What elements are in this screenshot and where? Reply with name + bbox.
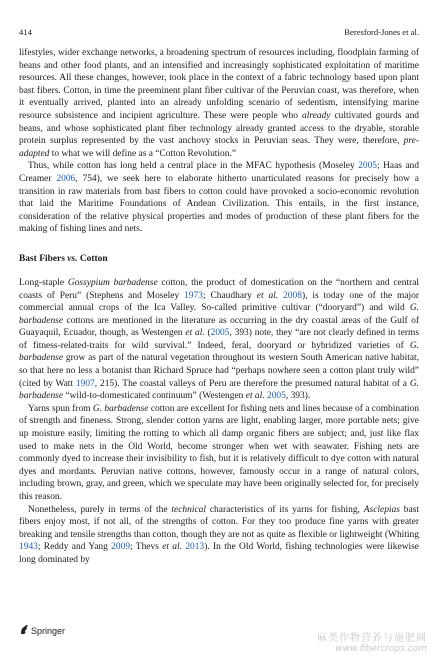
citation-link[interactable]: 2013 xyxy=(185,542,205,553)
paragraph: Yarns spun from G. barbadense cotton are excellent for fishing nets and lines because of a combination of strength and fineness. Strong, slender cotton yarns are light, enabling larger, more portable nets; give up moisture easily, limiting the rotting to which all damp organic fibers are subject; and, just like flax used to make nets in the Old World, become stronger when wet with seawater. Fishing nets are commonly dyed to increase their invisibility to fish, but it is relatively difficult to dye cotton with natural dyes and mordants. Peruvian native cottons, however, famously occur in a range of natural colors, including brown, gray, and green, which we speculate may have been originally selected for, for precisely this reason. xyxy=(19,403,419,502)
springer-horse-icon xyxy=(19,624,29,637)
citation-link[interactable]: 2005 xyxy=(210,328,230,339)
section-heading: Bast Fibers vs. Cotton xyxy=(19,253,108,264)
citation-link[interactable]: 1907 xyxy=(75,378,95,389)
citation-link[interactable]: 2005 xyxy=(358,161,378,172)
citation-link[interactable]: 2009 xyxy=(111,542,131,553)
citation-link[interactable]: 1943 xyxy=(19,542,38,553)
running-head-authors: Beresford-Jones et al. xyxy=(344,27,419,37)
paragraph: lifestyles, wider exchange networks, a broadening spectrum of resources including, floodplain farming of beans and other food plants, and an intensified and increasingly sophisticated exploitation of maritime resources. All these changes, however, took place in the context of a fabric technology based upon plant bast fibers. Cotton, in time the preeminent plant fiber cultivar of the Peruvian coast, was therefore, when it eventually arrived, planted into an already unfolding scenario of sedentism, intensifying marine resource subsistence and incipient agriculture. These were people who already cultivated gourds and beans, and whose sophisticated plant fiber technology already granted access to the dryable, storable protein surplus represented by the vast anchovy stocks in Peruvian seas. They were, therefore, pre-adapted to what we will define as a “Cotton Revolution.” xyxy=(19,48,420,159)
citation-link[interactable]: 2008 xyxy=(283,290,302,301)
article-body xyxy=(19,47,419,567)
citation-link[interactable]: 1973 xyxy=(184,290,203,301)
page-number: 414 xyxy=(19,27,32,37)
paragraph: Long-staple Gossypium barbadense cotton, the product of domestication on the “northern and central coasts of Peru” (Stephens and Moseley 1973; Chaudhary et al. 2008), is today one of the major commercial annual crops of the Ica Valley. So-called primitive cultivar (“dooryard”) and wild G. barbadense cottons are mentioned in the literature as occurring in the dry coastal areas of the Gulf of Guayaquil, Ecuador, though, as Westengen et al. (2005, 393) note, they “are not clearly defined in terms of fitness-related-traits for wild survival.” Indeed, feral, dooryard or hybridized varieties of G. barbadense grow as part of the natural vegetation throughout its western South American native habitat, so that here no less a botanist than Richard Spruce had “perhaps nowhere seen a cotton plant truly wild” (cited by Watt 1907, 215). The coastal valleys of Peru are therefore the presumed natural habitat of a G. barbadense “wild-to-domesticated continuum” (Westengen et al. 2005, 393). xyxy=(19,277,420,402)
publisher-name: Springer xyxy=(31,625,66,636)
publisher-footer xyxy=(19,624,65,638)
paragraph: Thus, while cotton has long held a central place in the MFAC hypothesis (Moseley 2005; Haas and Creamer 2006, 754), we seek here to elaborate hitherto unarticulated reasons for precisely how a transition in raw materials from bast fibers to cotton could have provoked a socio-economic revolution that laid the Maritime Foundations of Andean Civilization. This entails, in the first instance, consideration of the relative physical properties and modes of production of these plant fibers for the making of fishing lines and nets. xyxy=(19,161,419,235)
running-head xyxy=(19,27,419,41)
citation-link[interactable]: 2006 xyxy=(56,173,76,184)
paragraph: Nonetheless, purely in terms of the technical characteristics of its yarns for fishing, Asclepias bast fibers enjoy most, if not all, of the strengths of cotton. For they too produce fine yarns with greater breaking and tensile strengths than cotton, though they are not as quite as flexible or lightweight (Whiting 1943; Reddy and Yang 2009; Thevs et al. 2013). In the Old World, fishing technologies were likewise long dominated by xyxy=(19,504,419,565)
site-watermark: 麻类作物营养与施肥网 www.fibercrops.com xyxy=(317,633,427,654)
citation-link[interactable]: 2005 xyxy=(266,391,286,402)
